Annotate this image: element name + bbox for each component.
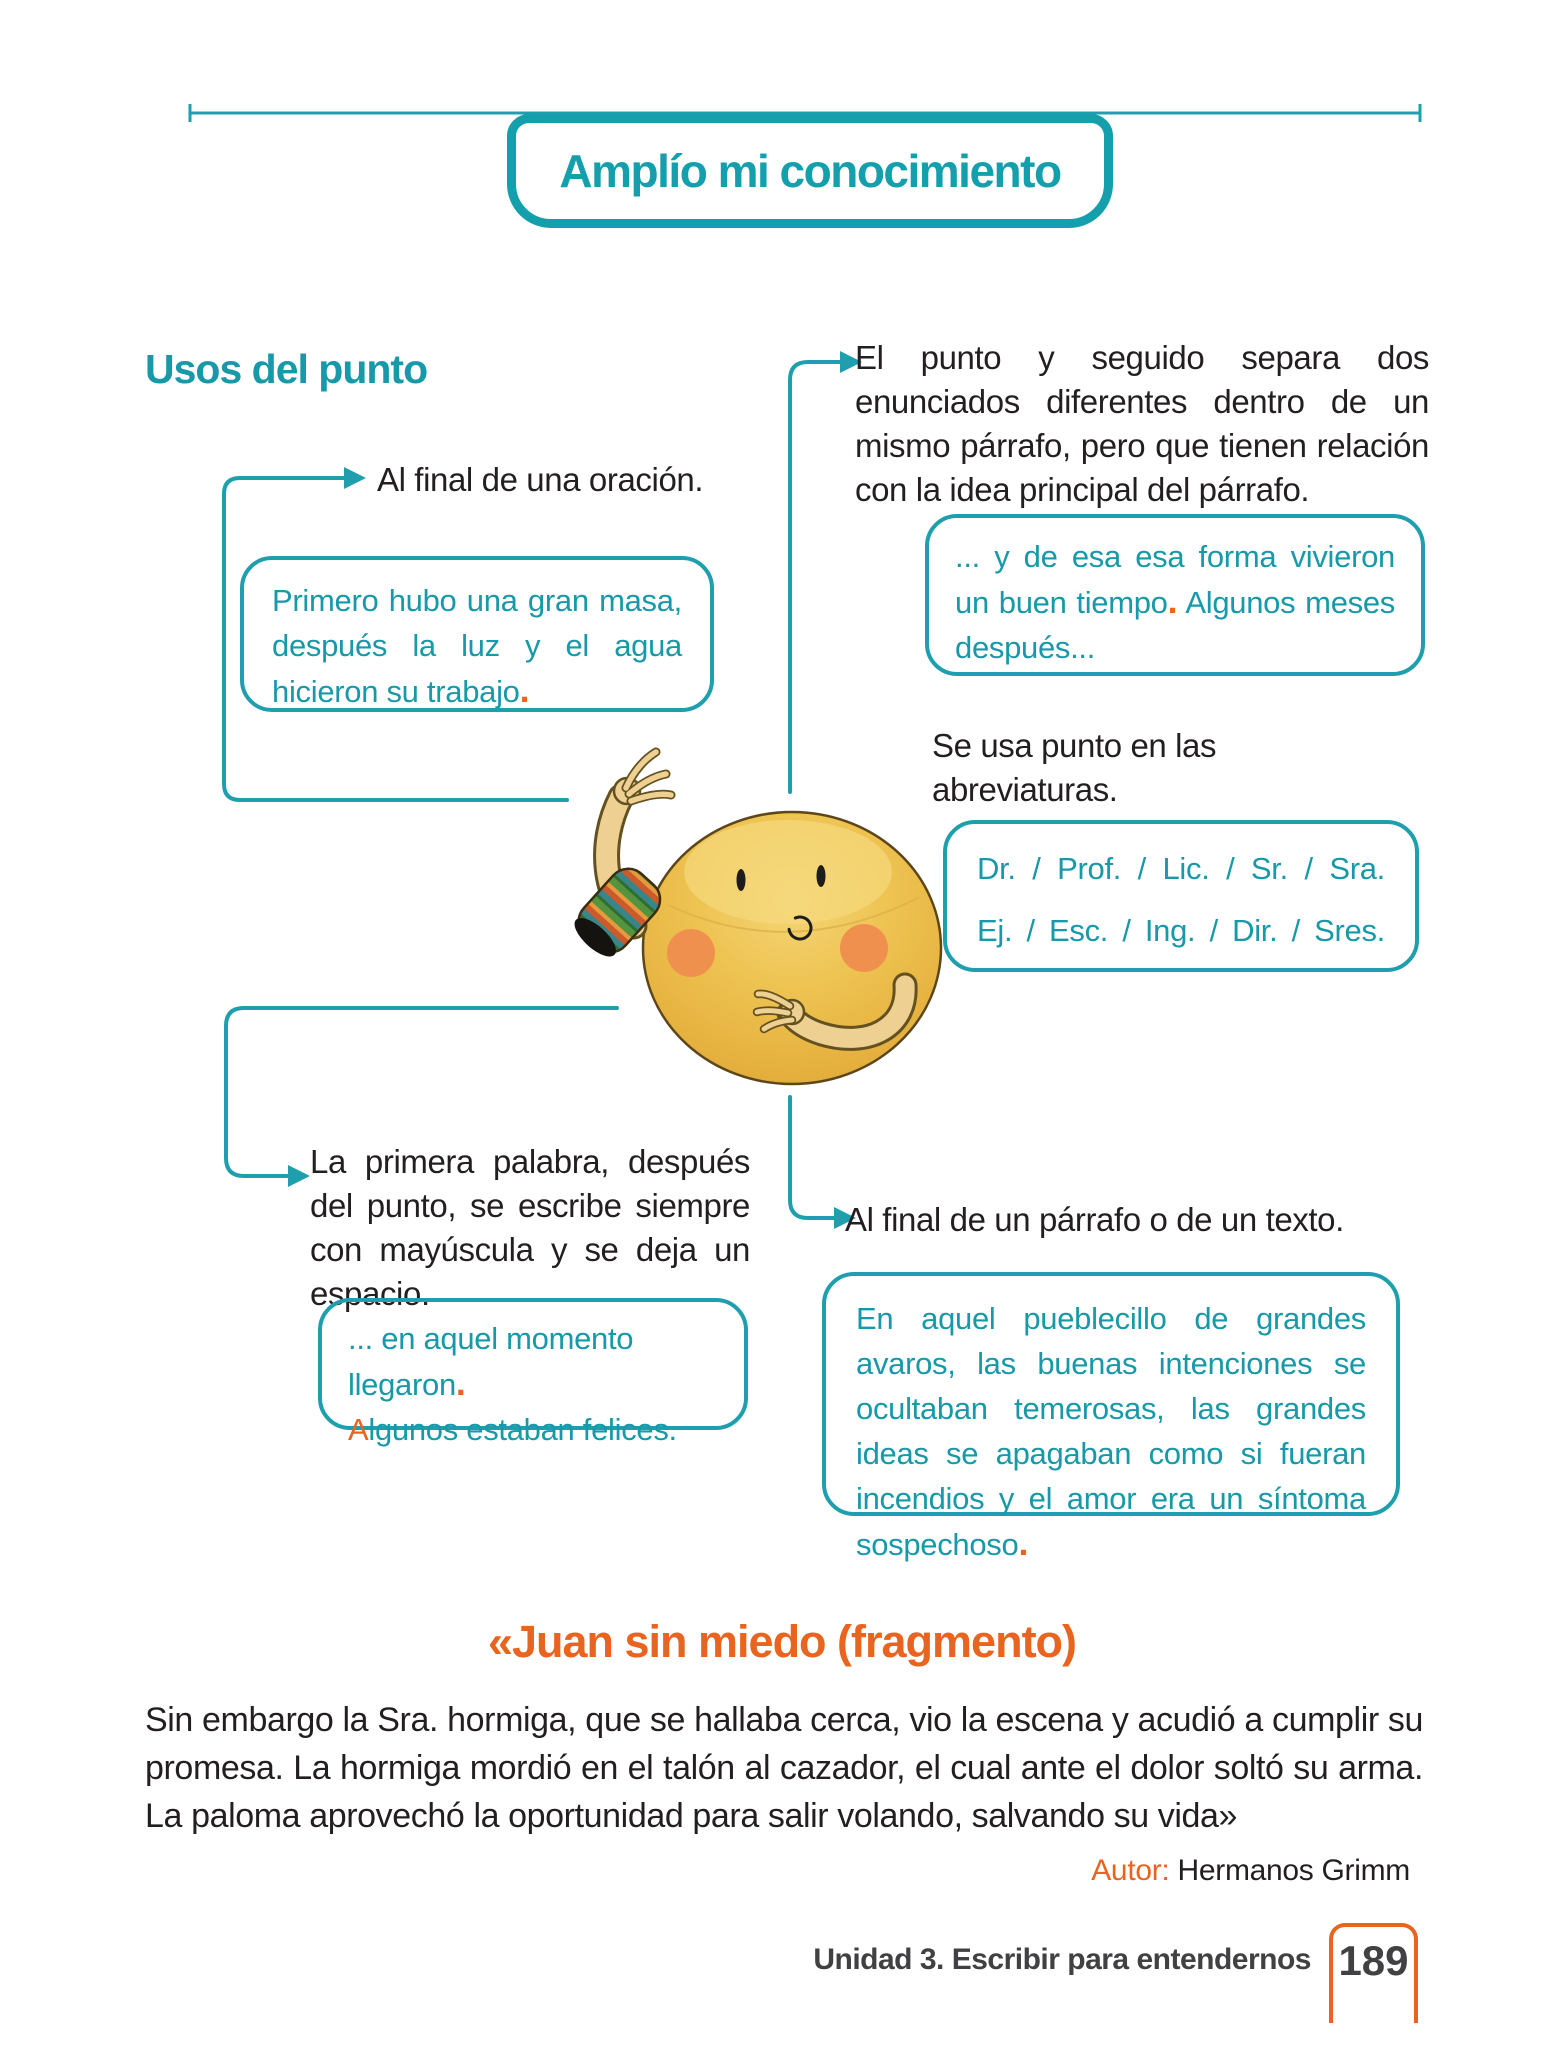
orange-period: . (455, 1363, 466, 1403)
abbreviations-label: Se usa punto en las abreviaturas. (932, 727, 1217, 808)
orange-period: . (1018, 1523, 1029, 1563)
example-text: ... y de esa esa forma vivieron un buen tiempo (955, 539, 1395, 620)
example-text: ... en aquel momento llegaron (348, 1321, 634, 1402)
punto-character-illustration (567, 752, 941, 1084)
abbreviations-line-2: Ej. / Esc. / Ing. / Dir. / Sres. (977, 913, 1385, 948)
example-text: lgunos estaban felices. (368, 1412, 677, 1447)
reading-title: «Juan sin miedo (fragmento) (487, 1616, 1077, 1667)
reading-body: Sin embargo la Sra. hormiga, que se hallaba cerca, vio la escena y acudió a cumplir su promesa. La hormiga mordió en el talón al cazador, el cual ante el dolor soltó su arma. La paloma aprovechó la oportunidad para salir volando, salvando su vida» (145, 1701, 1423, 1835)
example-box-punto-seguido (925, 514, 1425, 676)
example-text: En aquel pueblecillo de grandes avaros, las buenas intenciones se ocultaban temerosas, las grandes ideas se apagaban como si fueran incendios y el amor era un síntoma sospechoso (856, 1301, 1366, 1562)
page-number-box (1329, 1923, 1418, 2023)
connector-punto-seguido (790, 362, 842, 792)
page-title-box (507, 114, 1113, 228)
branch-label-punto-seguido: El punto y seguido separa dos enunciados diferentes dentro de un mismo párrafo, pero que tienen relación con la idea principal del párrafo. (855, 339, 1429, 508)
author-line (1091, 1854, 1410, 1888)
example-box-sentence-end (240, 556, 714, 712)
author-name: Hermanos Grimm (1169, 1854, 1410, 1887)
example-box-capital-after (318, 1298, 748, 1447)
page-title: Amplío mi conocimiento (559, 145, 1061, 197)
character-right-eye (817, 865, 826, 887)
arrowhead-sentence-end (344, 467, 366, 489)
page-number: 189 (1338, 1937, 1409, 1984)
branch-label-capital-after: La primera palabra, después del punto, se escribe siempre con mayúscula y se deja un espacio. (310, 1143, 750, 1312)
orange-period: . (1167, 581, 1178, 621)
character-left-eye (737, 869, 746, 891)
character-right-cheek (840, 924, 888, 972)
author-label: Autor: (1091, 1854, 1170, 1887)
example-text: Algunos meses después... (955, 585, 1395, 665)
example-box-paragraph-end (822, 1272, 1400, 1563)
arrowhead-capital-after (288, 1165, 310, 1187)
example-text: Primero hubo una gran masa, después la luz y el agua hicieron su trabajo (272, 583, 682, 709)
abbreviations-line-1: Dr. / Prof. / Lic. / Sr. / Sra. (977, 851, 1385, 886)
footer-unit-title: Unidad 3. Escribir para entendernos (813, 1943, 1311, 1976)
character-left-cheek (667, 929, 715, 977)
branch-label-paragraph-end: Al final de un párrafo o de un texto. (845, 1201, 1344, 1238)
section-heading: Usos del punto (145, 346, 428, 392)
abbreviations-box (943, 820, 1419, 972)
orange-capital: A (348, 1412, 369, 1447)
orange-period: . (519, 670, 530, 710)
branch-label-sentence-end: Al final de una oración. (377, 461, 704, 498)
connector-paragraph-end (790, 1097, 836, 1218)
